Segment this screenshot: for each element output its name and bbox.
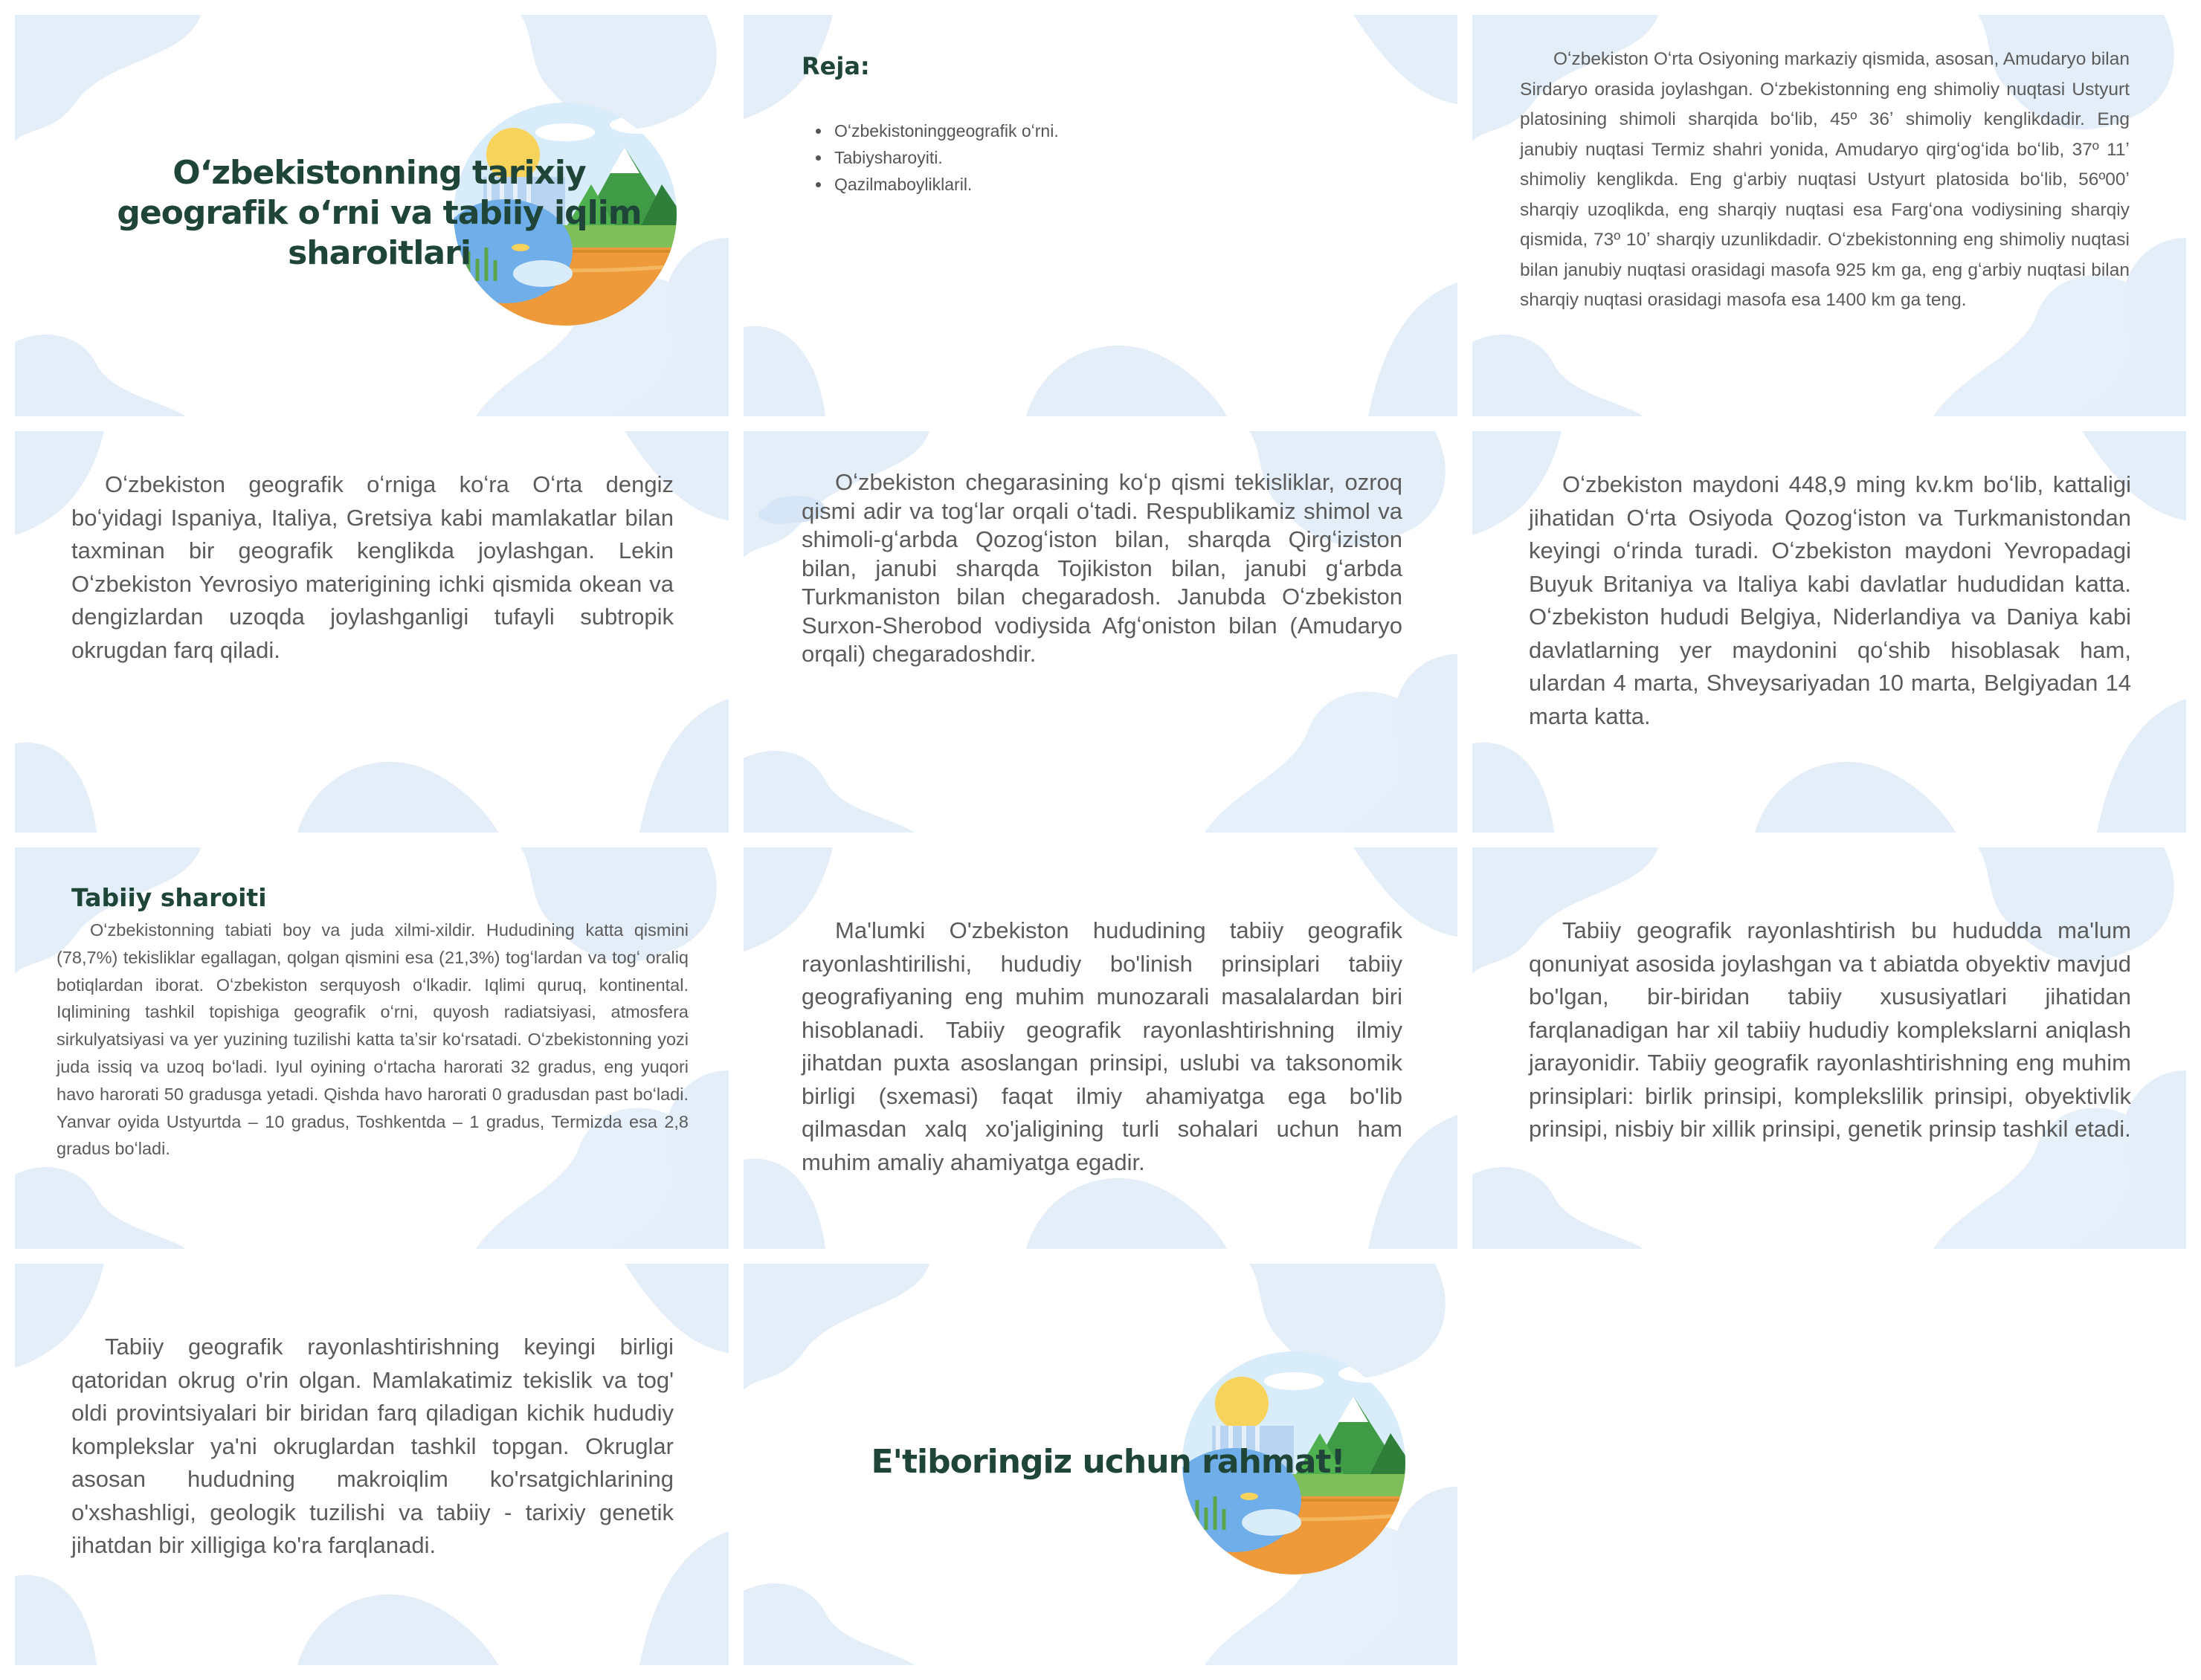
plan-heading: Reja: [802,52,870,80]
geo-position-text: Oʻzbekiston geografik oʻrniga koʻra Oʻrta dengiz boʻyidagi Ispaniya, Italiya, Gretsiya kabi mamlakatlar bilan taxminan bir geografik kenglikda joylashgan. Lekin Oʻzbekiston Yevrosiyo materigining ichki qismida okean va dengizlardan uzoqda joylashganligi tufayli subtropik okrugdan farq qiladi. [71,471,674,663]
slide-area [1472,431,2186,833]
presentation-title: Oʻzbekistonning tarixiy geografik oʻrni va tabiiy iqlim sharoitlari [117,154,642,272]
list-item: • Oʻzbekistoninggeografik oʻrni. [831,117,1322,144]
slide-geo-position [15,431,729,833]
slide-borders [744,431,1457,833]
slide-regionalization [744,847,1457,1249]
slide-thanks [744,1264,1457,1665]
list-item: • Tabiysharoyiti. [831,144,1322,171]
regionalization-text: Ma'lumki O'zbekiston hududining tabiiy geografik rayonlashtirilishi, hududiy bo'linish prinsiplari tabiiy geografiyaning eng muhim munozarali masalalardan biri hisoblanadi. Tabiiy geografik rayonlashtirishning ilmiy jihatdan puxta asoslangan prinsipi, uslubi va taksonomik birligi (sxemasi) faqat ilmiy ahamiyatga ega bo'lib qilmasdan xalq xo'jaligining turli sohalari uchun ham muhim amaliy ahamiyatga egadir. [802,917,1402,1175]
borders-text: Oʻzbekiston chegarasining koʻp qismi tekisliklar, ozroq qismi adir va togʻlar orqali oʻtadi. Respublikamiz shimol va shimoli-gʻarbda Qozogʻiston bilan, sharqda Qirgʻiziston bilan, janubi sharqda Tojikiston bilan, janubi gʻarbda Turkmaniston bilan chegaradosh. Janubda Oʻzbekiston Surxon-Sherobod vodiysida Afgʻoniston bilan (Amudaryo orqali) chegaradoshdir. [802,469,1402,667]
slide-principles [1472,847,2186,1249]
natural-conditions-heading: Tabiiy sharoiti [71,883,267,912]
thanks-title: E'tiboringiz uchun rahmat! [871,1443,1345,1481]
natural-conditions-text: Oʻzbekistonning tabiati boy va juda xilmi-xildir. Hududining katta qismini (78,7%) tekisliklar egallagan, qolgan qismini esa (21,3%) togʻlardan va togʻ oraliq botiqlardan iborat. Oʻzbekiston serquyosh oʻlkadir. Iqlimi quruq, kontinental. Iqlimining tashkil topishiga geografik oʻrni, quyosh radiatsiyasi, atmosfera sirkulyatsiyasi va yer yuzining tuzilishi katta taʼsir koʻrsatadi. Oʻzbekistonning yozi juda issiq va uzoq boʻladi. Iyul oyining oʻrtacha harorati 32 gradus, eng yuqori havo harorati 50 gradusga yetadi. Qishda havo harorati 0 gradusdan past boʻladi. Yanvar oyida Ustyurtda – 10 gradus, Toshkentda – 1 gradus, Termizda esa 2,8 gradus boʻladi. [57,920,689,1159]
slide-natural-conditions [15,847,729,1249]
list-item: • Qazilmaboyliklaril. [831,171,1322,198]
slide-title [15,15,729,416]
area-text: Oʻzbekiston maydoni 448,9 ming kv.km boʻlib, kattaligi jihatidan Oʻrta Osiyoda Qozogʻiston va Turkmanistondan keyingi oʻrinda turadi. Oʻzbekiston maydoni Yevropadagi Buyuk Britaniya va Italiya kabi davlatlar hududidan katta. Oʻzbekiston hududi Belgiya, Niderlandiya va Daniya kabi davlatlarning yer maydonini qoʻshib hisoblasak ham, ulardan 4 marta, Shveysariyadan 10 marta, Belgiyadan 14 marta katta. [1529,471,2131,729]
slide-location [1472,15,2186,416]
okrug-text: Tabiiy geografik rayonlashtirishning keyingi birligi qatoridan okrug o'rin olgan. Mamlakatimiz tekislik va tog' oldi provintsiyalari bir biridan farq qiladigan kichik hududiy komplekslar ya'ni okruglardan tashkil topgan. Okruglar asosan hududning makroiqlim ko'rsatgichlarining o'xshashligi, geologik tuzilishi va tabiiy - tarixiy genetik jihatdan bir xilligiga ko'ra farqlanadi. [71,1334,674,1558]
principles-text: Tabiiy geografik rayonlashtirish bu hududda ma'lum qonuniyat asosida joylashgan va t abiatda obyektiv mavjud bo'lgan, bir-biridan tabiiy xususiyatlari jihatidan farqlanadigan har xil tabiiy hududiy komplekslarni aniqlash jarayonidir. Tabiiy geografik rayonlashtirishning eng muhim prinsiplari: birlik prinsipi, komplekslilik prinsipi, obyektivlik prinsipi, nisbiy bir xillik prinsipi, genetik prinsip tashkil etadi. [1529,917,2131,1142]
slide-plan [744,15,1457,416]
slide-okrug [15,1264,729,1665]
location-text: Oʻzbekiston Oʻrta Osiyoning markaziy qismida, asosan, Amudaryo bilan Sirdaryo orasida joylashgan. Oʻzbekistonning eng shimoliy nuqtasi Ustyurt platosining shimoli sharqida boʻlib, 45º 36ʼ shimoliy kenglikdadir. Eng janubiy nuqtasi Termiz shahri yonida, Amudaryo qirgʻogʻida boʻlib, 37º 11ʼ shimoliy kenglikda. Eng gʻarbiy nuqtasi Ustyurt platosida boʻlib, 56º00ʼ sharqiy uzoqlikda, eng sharqiy nuqtasi esa Fargʻona vodiysining sharqiy qismida, 73º 10ʼ sharqiy uzunlikdadir. Oʻzbekistonning eng shimoliy nuqtasi bilan janubiy nuqtasi orasidagi masofa 925 km ga, eng gʻarbiy nuqtasi bilan sharqiy nuqtasi orasidagi masofa esa 1400 km ga teng. [1520,49,2130,310]
plan-list [802,117,1322,198]
